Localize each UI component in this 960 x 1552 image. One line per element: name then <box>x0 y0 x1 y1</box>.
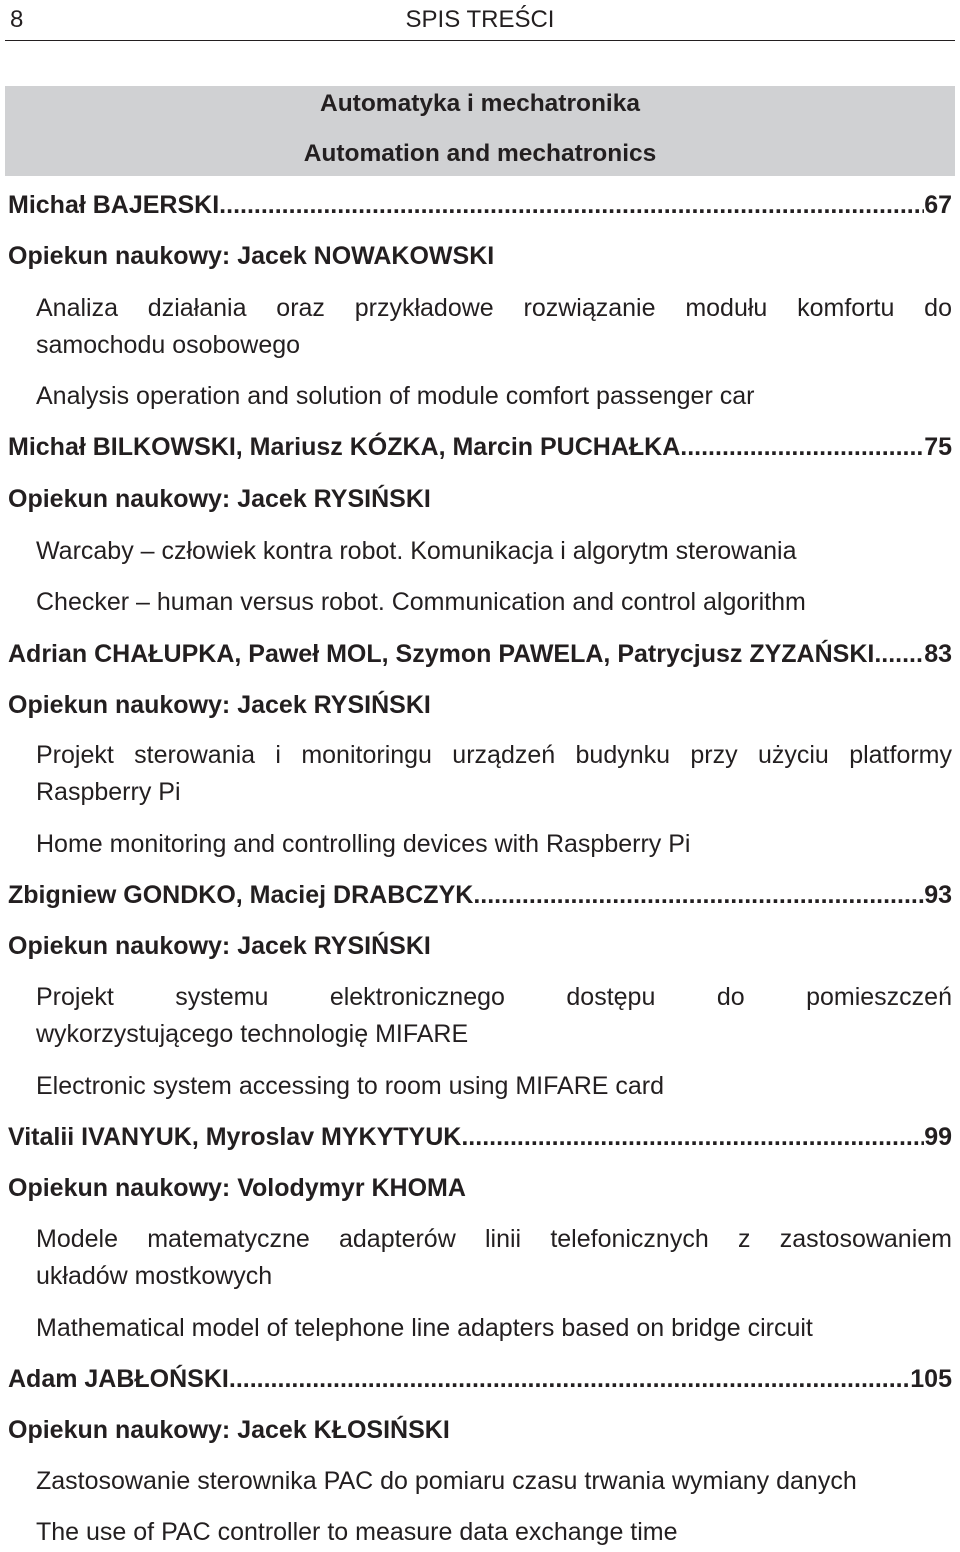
toc-title-polish: Projekt systemu elektronicznego dostępu do pomieszczeń <box>36 983 952 1011</box>
toc-supervisor: Opiekun naukowy: Jacek RYSIŃSKI <box>8 691 431 719</box>
toc-page-number: 105 <box>910 1365 952 1393</box>
toc-title-english: Home monitoring and controlling devices with Raspberry Pi <box>36 830 691 858</box>
toc-authors: Adam JABŁOŃSKI <box>8 1365 229 1393</box>
dot-leader <box>680 432 924 462</box>
toc-title-polish: Analiza działania oraz przykładowe rozwiązanie modułu komfortu do <box>36 294 952 322</box>
toc-authors: Michał BILKOWSKI, Mariusz KÓZKA, Marcin PUCHAŁKA <box>8 433 681 461</box>
toc-authors: Adrian CHAŁUPKA, Paweł MOL, Szymon PAWELA, Patrycjusz ZYZAŃSKI <box>8 640 875 668</box>
toc-supervisor: Opiekun naukowy: Jacek RYSIŃSKI <box>8 932 431 960</box>
toc-page-number: 93 <box>924 881 952 909</box>
toc-authors-line <box>8 639 952 669</box>
toc-title-english: Mathematical model of telephone line adapters based on bridge circuit <box>36 1314 813 1342</box>
toc-authors: Vitalii IVANYUK, Myroslav MYKYTYUK <box>8 1123 462 1151</box>
section-title-english: Automation and mechatronics <box>303 140 657 167</box>
toc-supervisor: Opiekun naukowy: Jacek KŁOSIŃSKI <box>8 1416 450 1444</box>
toc-authors-line <box>8 190 952 220</box>
toc-page-number: 67 <box>924 191 952 219</box>
toc-supervisor: Opiekun naukowy: Volodymyr KHOMA <box>8 1174 466 1202</box>
toc-title-english: Electronic system accessing to room using MIFARE card <box>36 1072 665 1100</box>
toc-supervisor: Opiekun naukowy: Jacek RYSIŃSKI <box>8 485 431 513</box>
dot-leader <box>461 1122 924 1152</box>
toc-page-number: 83 <box>924 640 952 668</box>
toc-title-polish: Warcaby – człowiek kontra robot. Komunikacja i algorytm sterowania <box>36 537 797 565</box>
toc-title-polish: Modele matematyczne adapterów linii telefonicznych z zastosowaniem <box>36 1225 952 1253</box>
toc-authors-line <box>8 432 952 462</box>
toc-page-number: 75 <box>924 433 952 461</box>
running-title: SPIS TREŚCI <box>405 6 555 33</box>
toc-title-polish: wykorzystującego technologię MIFARE <box>36 1020 469 1048</box>
toc-authors-line <box>8 1364 952 1394</box>
toc-title-polish: Raspberry Pi <box>36 778 181 806</box>
toc-authors: Michał BAJERSKI <box>8 191 220 219</box>
toc-supervisor: Opiekun naukowy: Jacek NOWAKOWSKI <box>8 242 495 270</box>
section-heading-band <box>5 86 955 176</box>
toc-authors-line <box>8 1122 952 1152</box>
toc-title-polish: Zastosowanie sterownika PAC do pomiaru czasu trwania wymiany danych <box>36 1467 857 1495</box>
dot-leader <box>219 190 924 220</box>
toc-page-number: 99 <box>924 1123 952 1151</box>
toc-title-english: Analysis operation and solution of module comfort passenger car <box>36 382 755 410</box>
toc-title-polish: układów mostkowych <box>36 1262 273 1290</box>
toc-authors: Zbigniew GONDKO, Maciej DRABCZYK <box>8 881 474 909</box>
toc-title-english: Checker – human versus robot. Communication and control algorithm <box>36 588 806 616</box>
dot-leader <box>229 1364 910 1394</box>
toc-title-polish: samochodu osobowego <box>36 331 301 359</box>
section-title-polish: Automatyka i mechatronika <box>320 90 640 117</box>
dot-leader <box>874 639 924 669</box>
toc-title-english: The use of PAC controller to measure data exchange time <box>36 1518 678 1546</box>
page-number: 8 <box>10 6 24 33</box>
page-header <box>5 0 955 41</box>
toc-authors-line <box>8 880 952 910</box>
toc-title-polish: Projekt sterowania i monitoringu urządzeń budynku przy użyciu platformy <box>36 741 952 769</box>
dot-leader <box>473 880 924 910</box>
